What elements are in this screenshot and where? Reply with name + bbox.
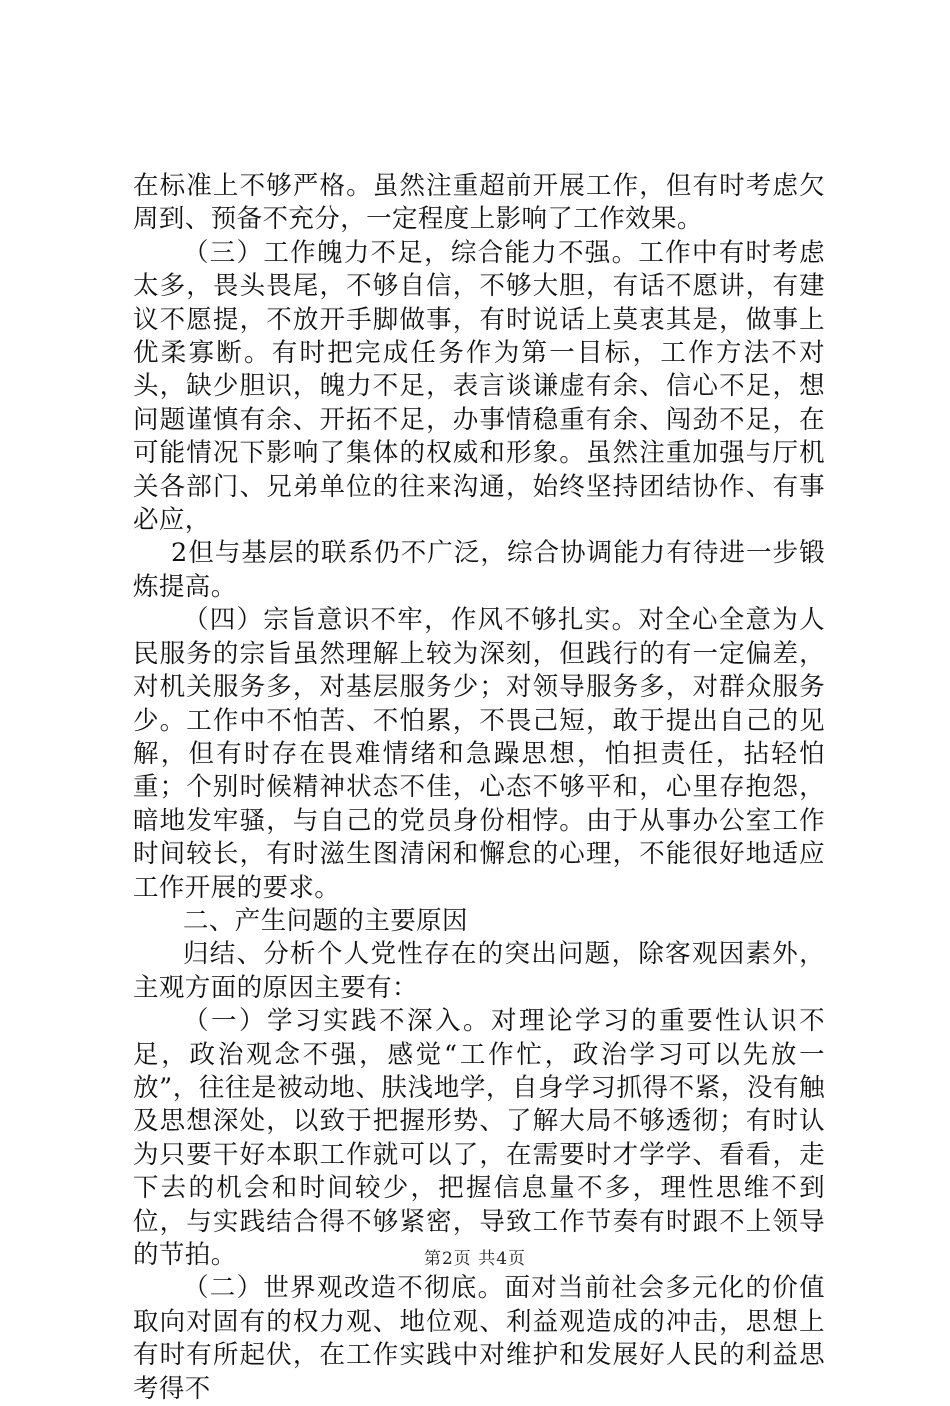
paragraph-grassroots: 2但与基层的联系仍不广泛，综合协调能力有待进一步锻炼提高。 — [133, 538, 825, 602]
document-body — [133, 170, 825, 1406]
paragraph-section-4: （四）宗旨意识不牢，作风不够扎实。对全心全意为人民服务的宗旨虽然理解上较为深刻，但践行的有一定偏差，对机关服务多，对基层服务少；对领导服务多，对群众服务少。工作中不怕苦、不怕累，不畏己短，敢于提出自己的见解，但有时存在畏难情绪和急躁思想，怕担责任，拈轻怕重；个别时候精神状态不佳，心态不够平和，心里存抱怨，暗地发牢骚，与自己的党员身份相悖。由于从事办公室工作时间较长，有时滋生图清闲和懈怠的心理，不能很好地适应工作开展的要求。 — [133, 605, 825, 903]
paragraph-cause-2: （二）世界观改造不彻底。面对当前社会多元化的价值取向对固有的权力观、地位观、利益观造成的冲击，思想上有时有所起伏，在工作实践中对维护和发展好人民的利益思考得不 — [133, 1273, 825, 1404]
paragraph-continuation: 在标准上不够严格。虽然注重超前开展工作，但有时考虑欠周到、预备不充分，一定程度上影响了工作效果。 — [133, 171, 825, 235]
heading-causes: 二、产生问题的主要原因 — [183, 905, 468, 936]
paragraph-section-3: （三）工作魄力不足，综合能力不强。工作中有时考虑太多，畏头畏尾，不够自信，不够大胆，有话不愿讲，有建议不愿提，不放开手脚做事，有时说话上莫衷其是，做事上优柔寡断。有时把完成任务作为第一目标，工作方法不对头，缺少胆识，魄力不足，表言谈谦虚有余、信心不足，想问题谨慎有余、开拓不足，办事情稳重有余、闯劲不足，在可能情况下影响了集体的权威和形象。虽然注重加强与厅机关各部门、兄弟单位的往来沟通，始终坚持团结协作、有事必应， — [133, 237, 825, 536]
paragraph-causes-intro: 归结、分析个人党性存在的突出问题，除客观因素外，主观方面的原因主要有： — [133, 939, 825, 1003]
page-number-footer: 第2页 共4页 — [423, 1249, 527, 1269]
paragraph-cause-1: （一）学习实践不深入。对理论学习的重要性认识不足，政治观念不强，感觉“工作忙，政治学习可以先放一放”，往往是被动地、肤浅地学，自身学习抓得不紧，没有触及思想深处，以致于把握形势、了解大局不够透彻；有时认为只要干好本职工作就可以了，在需要时才学学、看看，走下去的机会和时间较少，把握信息量不多，理性思维不到位，与实践结合得不够紧密，导致工作节奏有时跟不上领导的节拍。 — [133, 1006, 825, 1270]
